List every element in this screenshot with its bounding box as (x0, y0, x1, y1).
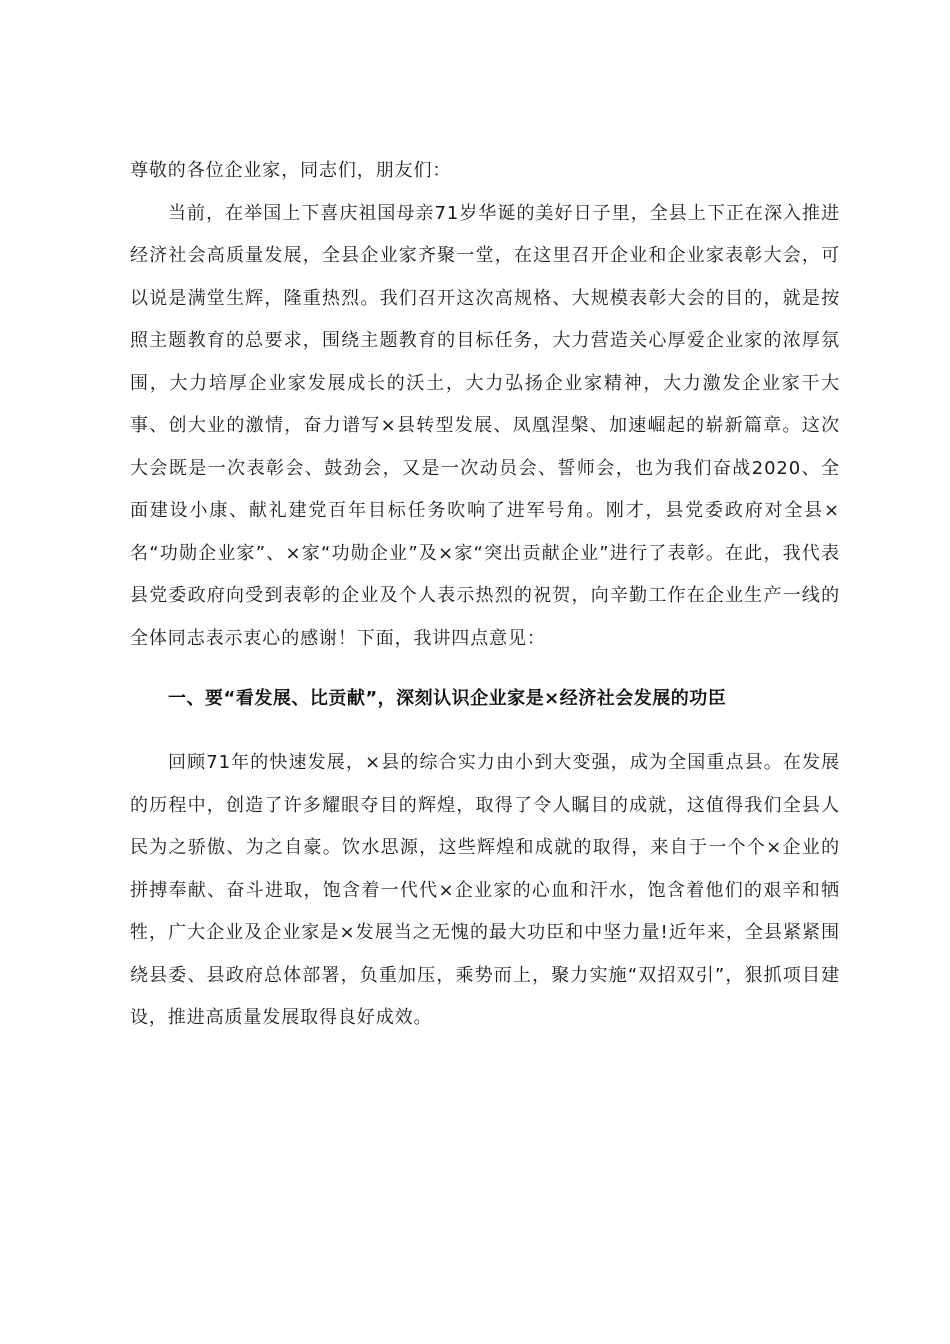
opening-paragraph: 当前，在举国上下喜庆祖国母亲71岁华诞的美好日子里，全县上下正在深入推进经济社会高质量发展，全县企业家齐聚一堂，在这里召开企业和企业家表彰大会，可以说是满堂生辉，隆重热烈。我们召开这次高规格、大规模表彰大会的目的，就是按照主题教育的总要求，围绕主题教育的目标任务，大力营造关心厚爱企业家的浓厚氛围，大力培厚企业家发展成长的沃土，大力弘扬企业家精神，大力激发企业家干大事、创大业的激情，奋力谱写×县转型发展、凤凰涅槃、加速崛起的崭新篇章。这次大会既是一次表彰会、鼓劲会，又是一次动员会、誓师会，也为我们奋战2020、全面建设小康、献礼建党百年目标任务吹响了进军号角。刚才，县党委政府对全县×名“功勋企业家”、×家“功勋企业”及×家“突出贡献企业”进行了表彰。在此，我代表县党委政府向受到表彰的企业及个人表示热烈的祝贺，向辛勤工作在企业生产一线的全体同志表示衷心的感谢！下面，我讲四点意见： (130, 202, 840, 649)
section-1-paragraph: 回顾71年的快速发展，×县的综合实力由小到大变强，成为全国重点县。在发展的历程中，创造了许多耀眼夺目的辉煌，取得了令人瞩目的成就，这值得我们全县人民为之骄傲、为之自豪。饮水思源，这些辉煌和成就的取得，来自于一个个×企业的拼搏奉献、奋斗进取，饱含着一代代×企业家的心血和汗水，饱含着他们的艰辛和牺牲，广大企业及企业家是×发展当之无愧的最大功臣和中坚力量!近年来，全县紧紧围绕县委、县政府总体部署，负重加压，乘势而上，聚力实施“双招双引”，狠抓项目建设，推进高质量发展取得良好成效。 (130, 752, 840, 1028)
salutation: 尊敬的各位企业家，同志们，朋友们： (130, 160, 452, 181)
document-body (130, 150, 840, 1040)
section-heading-1: 一、要“看发展、比贡献”，深刻认识企业家是×经济社会发展的功臣 (168, 688, 727, 709)
